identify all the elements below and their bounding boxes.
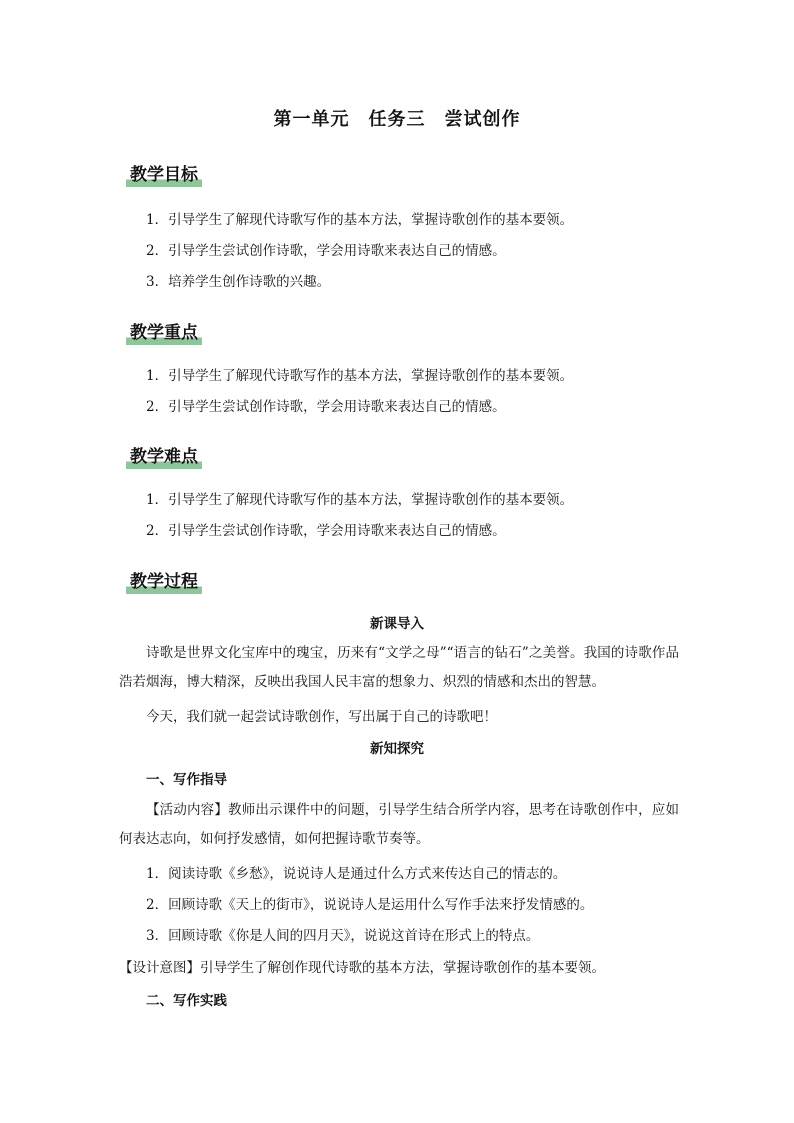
design-text: 引导学生了解创作现代诗歌的基本方法，掌握诗歌创作的基本要领。 xyxy=(200,960,605,976)
design-label: 【设计意图】 xyxy=(119,960,200,976)
key-point-item-1: 1．引导学生了解现代诗歌写作的基本方法，掌握诗歌创作的基本要领。 xyxy=(146,368,574,384)
page-title: 第一单元 任务三 尝试创作 xyxy=(273,109,521,130)
part2-title: 二、写作实践 xyxy=(146,993,227,1009)
activity-item-2: 2．回顾诗歌《天上的街市》，说说诗人是运用什么写作手法来抒发情感的。 xyxy=(146,897,594,913)
heading-difficulties: 教学难点 xyxy=(126,442,202,469)
objective-item-1: 1．引导学生了解现代诗歌写作的基本方法，掌握诗歌创作的基本要领。 xyxy=(146,212,574,228)
activity-label: 【活动内容】 xyxy=(146,802,229,818)
activity-text: 教师出示课件中的问题，引导学生结合所学内容，思考在诗歌创作中，应如何表达志向，如何抒发感情，如何把握诗歌节奏等。 xyxy=(119,802,680,847)
activity-item-3: 3．回顾诗歌《你是人间的四月天》，说说这首诗在形式上的特点。 xyxy=(146,928,540,944)
objective-item-2: 2．引导学生尝试创作诗歌，学会用诗歌来表达自己的情感。 xyxy=(146,243,506,259)
heading-objectives: 教学目标 xyxy=(126,160,202,187)
intro-title: 新课导入 xyxy=(370,616,424,632)
intro-paragraph-2: 今天，我们就一起尝试诗歌创作，写出属于自己的诗歌吧！ xyxy=(146,709,497,725)
heading-key-points: 教学重点 xyxy=(126,318,202,345)
objective-item-3: 3．培养学生创作诗歌的兴趣。 xyxy=(146,274,331,290)
intro-paragraph-1: 诗歌是世界文化宝库中的瑰宝，历来有“文学之母”“语言的钻石”之美誉。我国的诗歌作品浩若烟海，博大精深，反映出我国人民丰富的想象力、炽烈的情感和杰出的智慧。 xyxy=(119,645,679,690)
difficulty-item-1: 1．引导学生了解现代诗歌写作的基本方法，掌握诗歌创作的基本要领。 xyxy=(146,492,574,508)
design-paragraph xyxy=(119,956,605,976)
part1-title: 一、写作指导 xyxy=(146,772,227,788)
key-point-item-2: 2．引导学生尝试创作诗歌，学会用诗歌来表达自己的情感。 xyxy=(146,399,506,415)
heading-process: 教学过程 xyxy=(126,567,202,594)
activity-paragraph xyxy=(119,796,679,854)
activity-item-1: 1．阅读诗歌《乡愁》，说说诗人是通过什么方式来传达自己的情志的。 xyxy=(146,866,567,882)
explore-title: 新知探究 xyxy=(370,741,424,757)
difficulty-item-2: 2．引导学生尝试创作诗歌，学会用诗歌来表达自己的情感。 xyxy=(146,523,506,539)
